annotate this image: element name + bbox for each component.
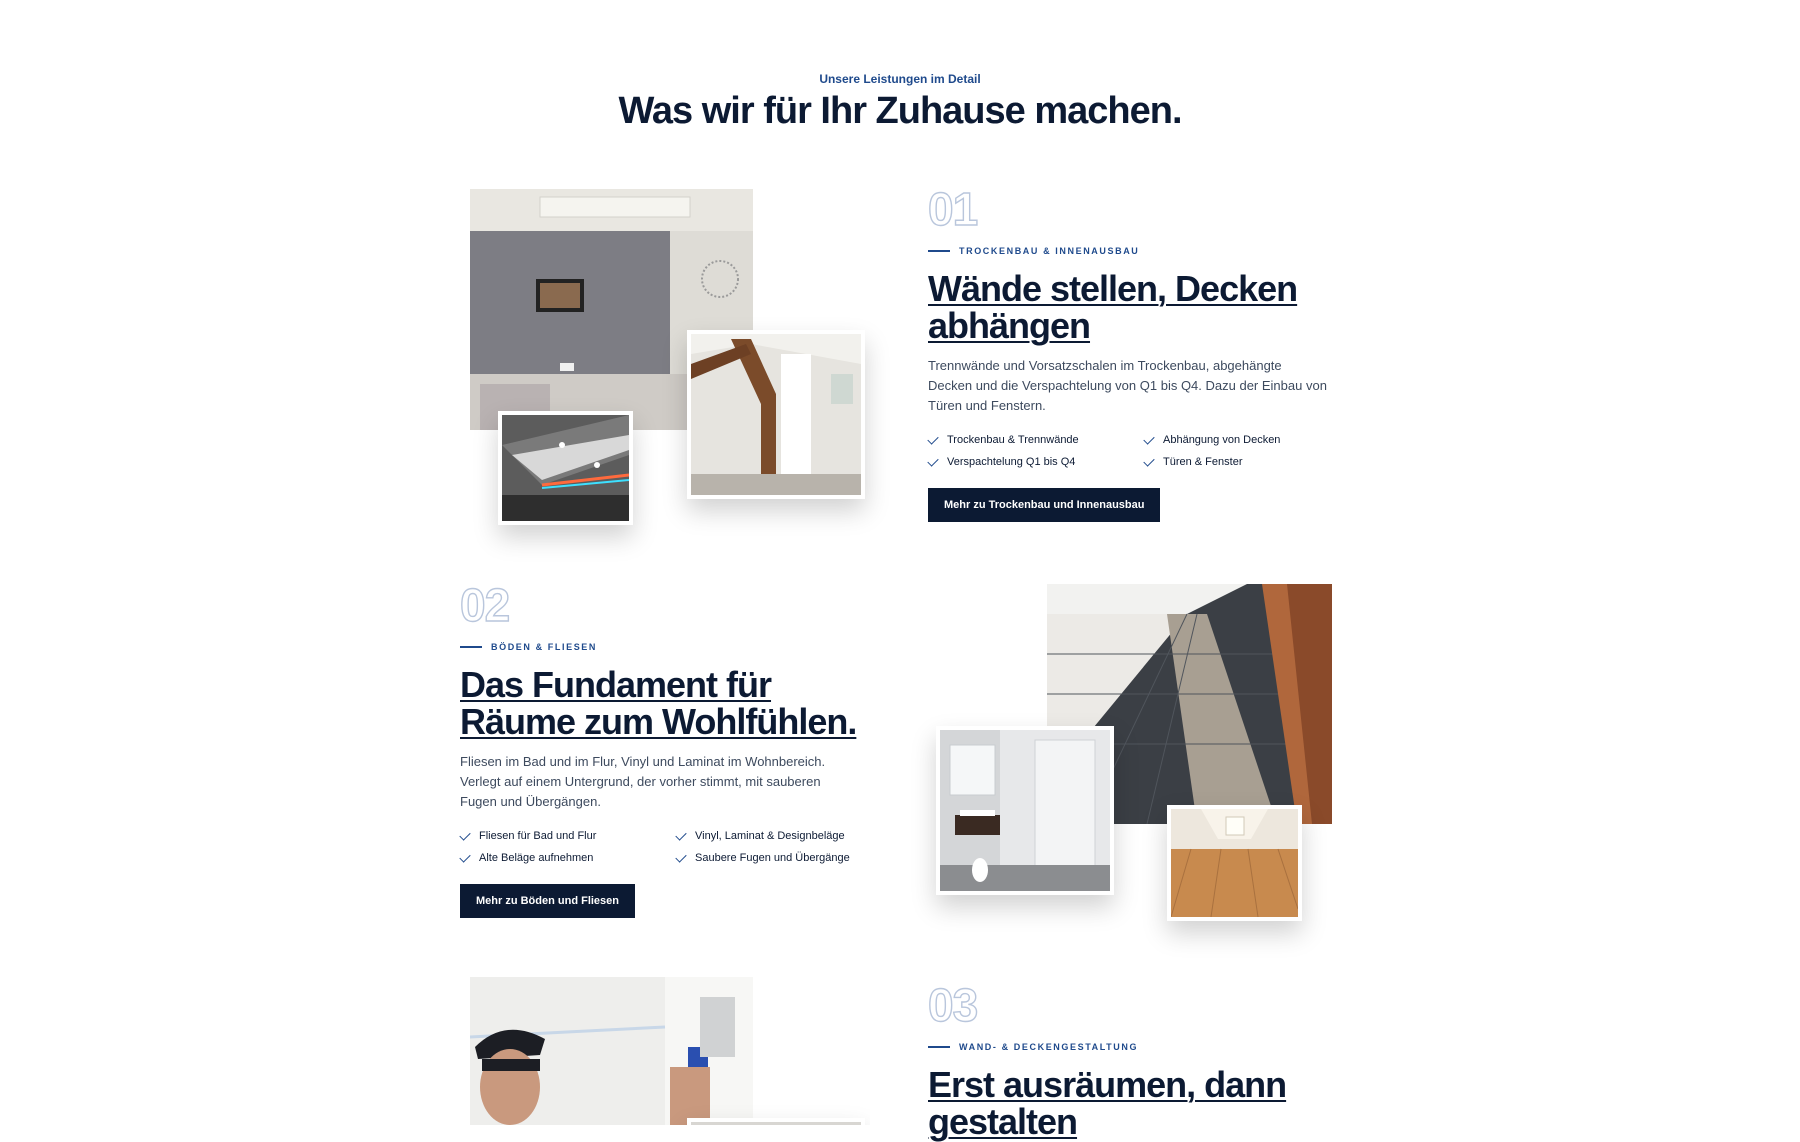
feature-label: Trockenbau & Trennwände: [947, 434, 1079, 446]
service-title-line1: Das Fundament für: [460, 664, 772, 705]
attic-beam-photo: [687, 330, 865, 499]
service-03-content: [928, 979, 1348, 1142]
service-description: Fliesen im Bad und im Flur, Vinyl und Laminat im Wohnbereich. Verlegt auf einem Untergrund, der vorher stimmt, mit sauberen Fugen und Übergängen.: [460, 754, 826, 809]
section-eyebrow: Unsere Leistungen im Detail: [819, 72, 981, 86]
section-title: Was wir für Ihr Zuhause machen.: [618, 90, 1182, 132]
bathroom-photo: [936, 726, 1114, 895]
service-title: [460, 666, 880, 740]
feature-list: [928, 434, 1348, 468]
service-01-content: [928, 183, 1348, 522]
check-icon: [675, 829, 686, 840]
service-title-line2: abhängen: [928, 305, 1091, 346]
feature-label: Fliesen für Bad und Flur: [479, 830, 597, 842]
service-kicker: [928, 246, 1348, 256]
service-number: 02: [460, 579, 510, 631]
service-02-content: [460, 579, 880, 918]
service-number: 01: [928, 183, 978, 235]
ceiling-led-photo: [498, 411, 633, 525]
service-title-line2: gestalten: [928, 1101, 1078, 1142]
check-icon: [675, 851, 686, 862]
service-02-gallery: [936, 584, 1336, 924]
service-title: [928, 1066, 1348, 1140]
feature-label: Verspachtelung Q1 bis Q4: [947, 456, 1076, 468]
service-title-line2: Räume zum Wohlfühlen.: [460, 701, 857, 742]
feature-label: Alte Beläge aufnehmen: [479, 852, 594, 864]
kicker-text: BÖDEN & FLIESEN: [491, 642, 598, 652]
check-icon: [459, 829, 470, 840]
service-kicker: [928, 1042, 1348, 1052]
service-kicker: [460, 642, 880, 652]
feature-label: Saubere Fugen und Übergänge: [695, 852, 850, 864]
worker-secondary-photo: [687, 1118, 865, 1125]
feature-label: Türen & Fenster: [1163, 456, 1243, 468]
feature-item: [676, 830, 892, 842]
feature-item: [460, 852, 676, 864]
feature-list: [460, 830, 880, 864]
feature-label: Vinyl, Laminat & Designbeläge: [695, 830, 845, 842]
kicker-line: [928, 1046, 950, 1048]
more-floors-button[interactable]: Mehr zu Böden und Fliesen: [460, 884, 635, 918]
service-title-line1: Wände stellen, Decken: [928, 268, 1298, 309]
kicker-line: [928, 250, 950, 252]
kicker-text: WAND- & DECKENGESTALTUNG: [959, 1042, 1139, 1052]
service-number: 03: [928, 979, 978, 1031]
more-drywall-button[interactable]: Mehr zu Trockenbau und Innenausbau: [928, 488, 1160, 522]
service-01-gallery: [470, 189, 870, 529]
feature-item: [1144, 456, 1360, 468]
feature-item: [676, 852, 892, 864]
check-icon: [459, 851, 470, 862]
worker-photo: [470, 977, 753, 1125]
service-title-line1: Erst ausräumen, dann: [928, 1064, 1287, 1105]
kicker-text: TROCKENBAU & INNENAUSBAU: [959, 246, 1140, 256]
feature-item: [928, 456, 1144, 468]
kicker-line: [460, 646, 482, 648]
service-03-gallery: [470, 977, 870, 1125]
wood-floor-photo: [1167, 805, 1302, 921]
check-icon: [1143, 455, 1154, 466]
check-icon: [1143, 433, 1154, 444]
service-description: Trennwände und Vorsatzschalen im Trockenbau, abgehängte Decken und die Verspachtelung von Q1 bis Q4. Dazu der Einbau von Türen und Fenstern.: [928, 358, 1327, 413]
service-title: [928, 270, 1348, 344]
feature-label: Abhängung von Decken: [1163, 434, 1281, 446]
feature-item: [1144, 434, 1360, 446]
check-icon: [927, 433, 938, 444]
check-icon: [927, 455, 938, 466]
feature-item: [460, 830, 676, 842]
feature-item: [928, 434, 1144, 446]
